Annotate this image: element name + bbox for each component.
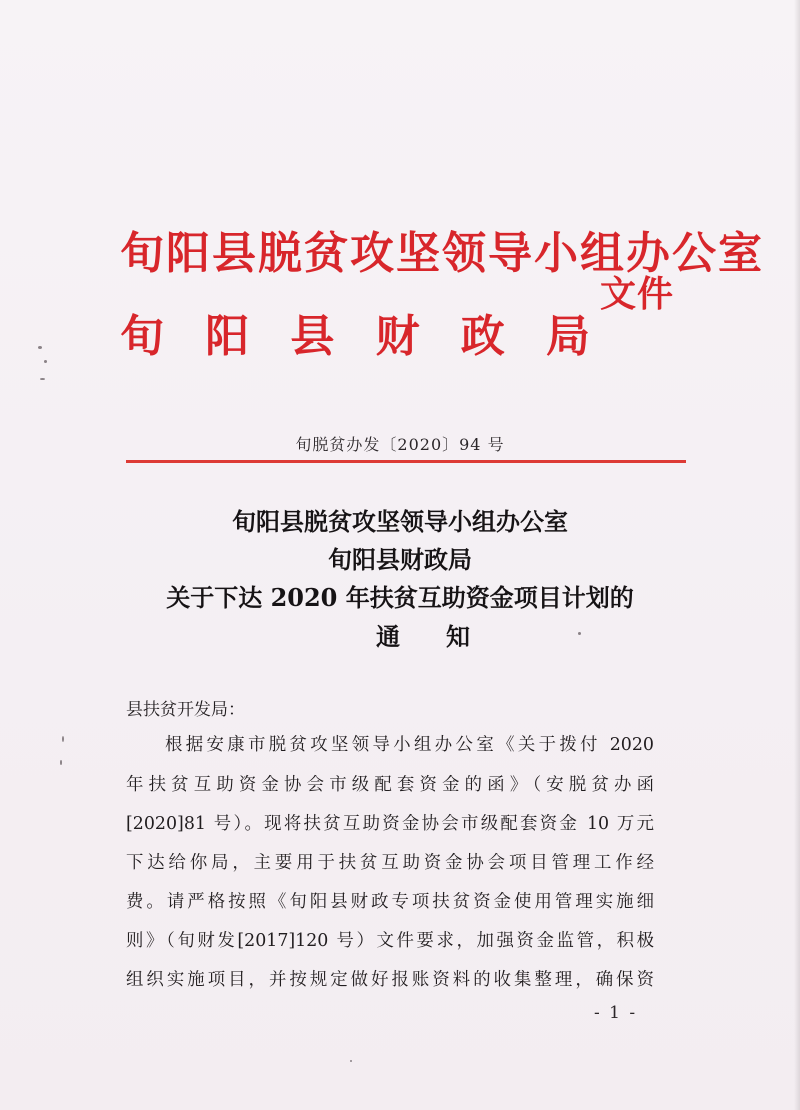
red-divider-rule [126,460,686,463]
letterhead-org-2-char: 局 [545,311,590,362]
page-number: - 1 - [594,1003,638,1023]
body-line: [2020]81 号）。现将扶贫互助资金协会市级配套资金 10 万元 [126,814,654,834]
letterhead-org-2-char: 政 [460,311,505,362]
scan-speck [350,1060,352,1062]
letterhead-org-2-char: 财 [375,311,420,362]
title-line-4: 通知 [376,622,516,651]
scan-speck [60,760,62,765]
document-number: 旬脱贫办发〔2020〕94 号 [295,435,505,454]
scan-speck [38,346,42,349]
scan-speck [44,360,47,363]
scan-speck [62,736,64,742]
title-line-1: 旬阳县脱贫攻坚领导小组办公室 [232,507,568,536]
letterhead-org-2-char: 县 [290,311,335,362]
letterhead-suffix: 文件 [600,273,675,315]
title-line-3: 关于下达 2020 年扶贫互助资金项目计划的 [166,583,634,612]
body-line: 年扶贫互助资金协会市级配套资金的函》（安脱贫办函 [126,775,654,795]
letterhead-org-2 [120,311,590,362]
letterhead-org-1: 旬阳县脱贫攻坚领导小组办公室 [120,228,764,279]
scan-speck [40,378,45,380]
body-line: 根据安康市脱贫攻坚领导小组办公室《关于拨付 2020 [165,735,654,755]
letterhead-org-2-char: 阳 [205,311,250,362]
body-line: 则》（旬财发[2017]120 号）文件要求，加强资金监管，积极 [126,931,654,951]
letterhead-org-2-char: 旬 [120,311,164,362]
body-line: 组织实施项目，并按规定做好报账资料的收集整理，确保资 [126,970,654,990]
title-line-2: 旬阳县财政局 [328,545,472,574]
salutation: 县扶贫开发局： [126,700,245,720]
body-line: 下达给你局，主要用于扶贫互助资金协会项目管理工作经 [126,853,654,873]
body-line: 费。请严格按照《旬阳县财政专项扶贫资金使用管理实施细 [126,892,654,912]
